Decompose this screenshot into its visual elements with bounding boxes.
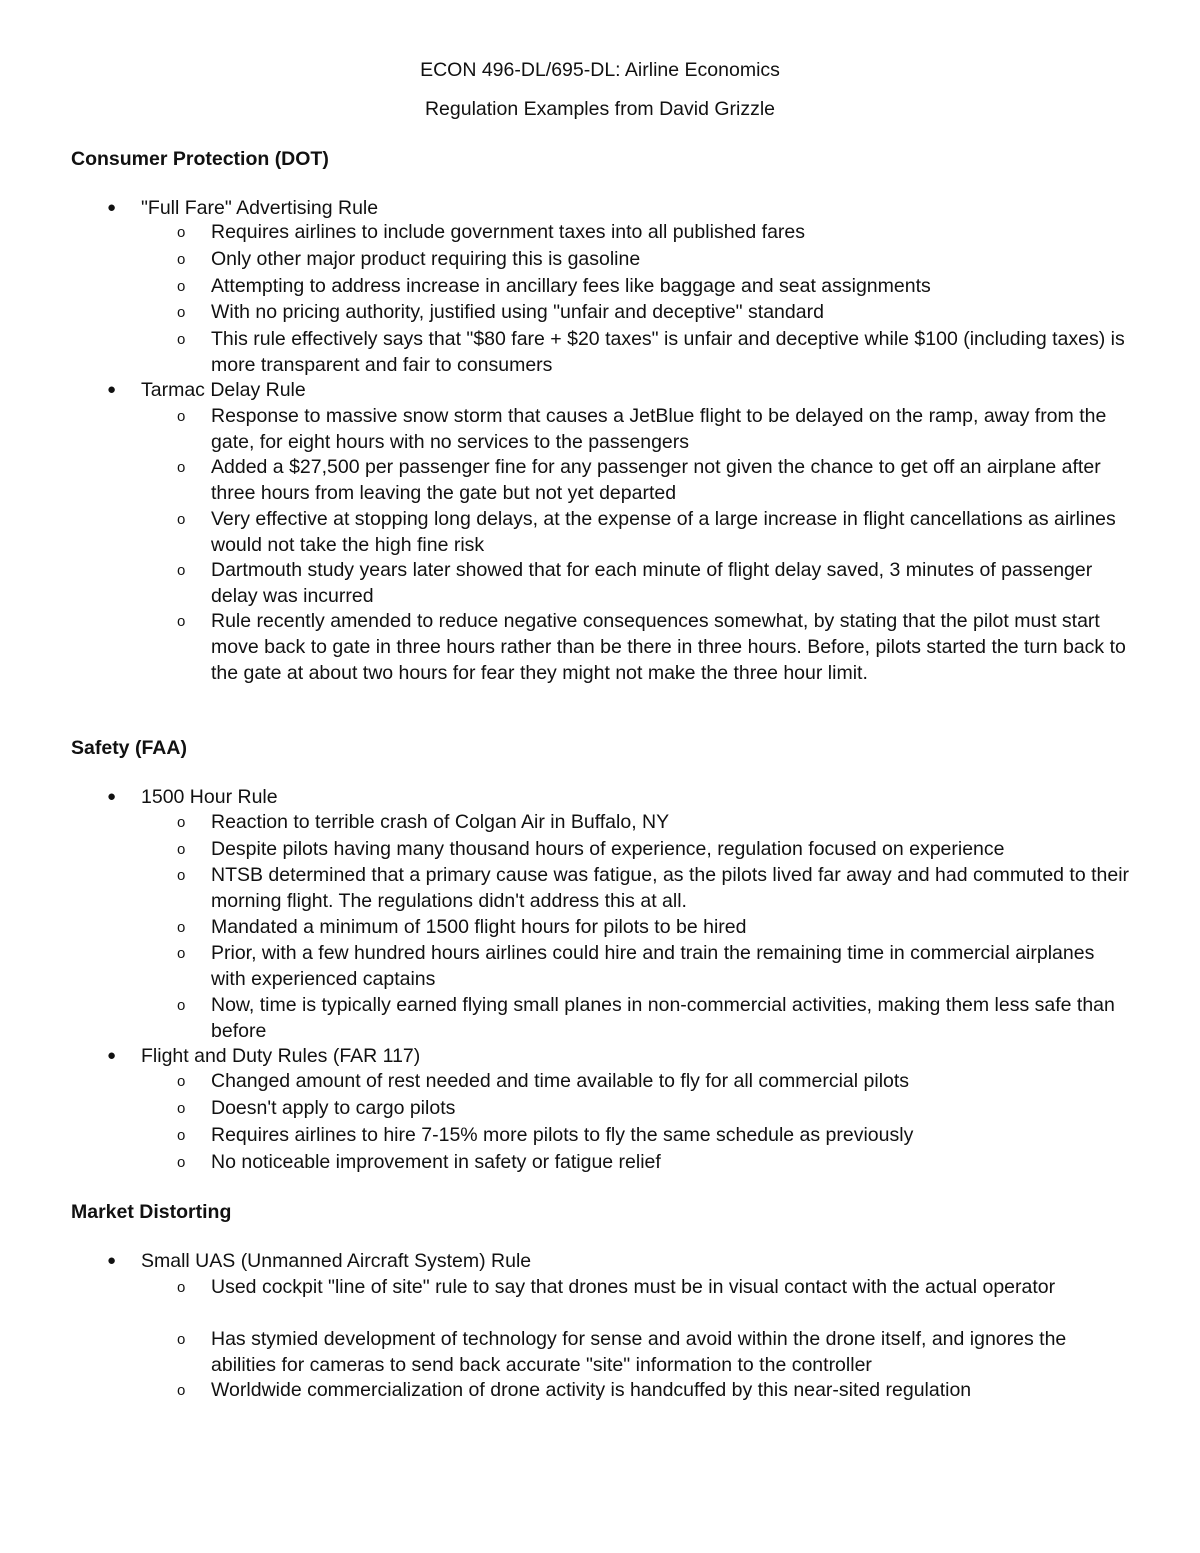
rule-1500-hour [107, 784, 1141, 810]
rule-small-uas [107, 1248, 1141, 1274]
rule-title: 1500 Hour Rule [141, 786, 278, 808]
rule-title: Tarmac Delay Rule [141, 379, 306, 401]
circle-bullet-icon: o [177, 613, 186, 630]
list-item: o No noticeable improvement in safety or fatigue relief [211, 1149, 1131, 1175]
circle-bullet-icon: o [177, 867, 186, 884]
list-item: o Has stymied development of technology for sense and avoid within the drone itself, and ignores the abilities for cameras to send back accurate "site" information to the controller [177, 1328, 1067, 1376]
list-item: o Changed amount of rest needed and time available to fly for all commercial pilots [211, 1068, 1131, 1094]
bullet-icon: ● [107, 1252, 117, 1269]
circle-bullet-icon: o [177, 278, 186, 295]
list-item: o Very effective at stopping long delays, at the expense of a large increase in flight cancellations as airlines would not take the high fine risk [177, 508, 1116, 556]
list-item: o Reaction to terrible crash of Colgan Air in Buffalo, NY [211, 809, 1131, 835]
bullet-icon: ● [107, 381, 117, 398]
rule-tarmac-delay [107, 377, 1141, 403]
circle-bullet-icon: o [177, 1331, 186, 1348]
list-item: o Despite pilots having many thousand hours of experience, regulation focused on experience [211, 836, 1131, 862]
circle-bullet-icon: o [177, 511, 186, 528]
circle-bullet-icon: o [177, 224, 186, 241]
circle-bullet-icon: o [177, 919, 186, 936]
list-item: o Used cockpit "line of site" rule to say that drones must be in visual contact with the actual operator [211, 1274, 1131, 1300]
circle-bullet-icon: o [177, 408, 186, 425]
list-item: o Mandated a minimum of 1500 flight hours for pilots to be hired [211, 914, 1131, 940]
circle-bullet-icon: o [177, 1154, 186, 1171]
list-item: o With no pricing authority, justified using "unfair and deceptive" standard [211, 299, 1131, 325]
circle-bullet-icon: o [177, 1127, 186, 1144]
circle-bullet-icon: o [177, 1100, 186, 1117]
circle-bullet-icon: o [177, 251, 186, 268]
circle-bullet-icon: o [177, 304, 186, 321]
circle-bullet-icon: o [177, 1382, 186, 1399]
bullet-icon: ● [107, 1047, 117, 1064]
list-item: o Requires airlines to include government taxes into all published fares [211, 219, 1131, 245]
list-item: o Dartmouth study years later showed that for each minute of flight delay saved, 3 minutes of passenger delay was incurred [177, 559, 1093, 607]
list-item: o Response to massive snow storm that causes a JetBlue flight to be delayed on the ramp, away from the gate, for eight hours with no services to the passengers [177, 405, 1107, 453]
circle-bullet-icon: o [177, 997, 186, 1014]
circle-bullet-icon: o [177, 331, 186, 348]
list-item: o NTSB determined that a primary cause was fatigue, as the pilots lived far away and had commuted to their morning flight. The regulations didn't address this at all. [177, 864, 1130, 912]
list-item: o Now, time is typically earned flying small planes in non-commercial activities, making them less safe than before [177, 994, 1115, 1042]
circle-bullet-icon: o [177, 459, 186, 476]
list-item: o Worldwide commercialization of drone activity is handcuffed by this near-sited regulation [211, 1377, 1131, 1403]
rule-full-fare-advertising [107, 195, 1141, 221]
circle-bullet-icon: o [177, 1279, 186, 1296]
section-heading-consumer-protection: Consumer Protection (DOT) [71, 148, 329, 170]
rule-flight-and-duty [107, 1043, 1141, 1069]
list-item: o Requires airlines to hire 7-15% more pilots to fly the same schedule as previously [211, 1122, 1131, 1148]
circle-bullet-icon: o [177, 945, 186, 962]
list-item: o Rule recently amended to reduce negative consequences somewhat, by stating that the pilot must start move back to gate in three hours rather than be there in three hours. Before, pilots started the turn back to the gate at about two hours for fear they might not make the three hour limit. [177, 610, 1126, 684]
circle-bullet-icon: o [177, 841, 186, 858]
rule-title: Flight and Duty Rules (FAR 117) [141, 1045, 421, 1067]
document-subtitle: Regulation Examples from David Grizzle [424, 98, 776, 120]
section-heading-market-distorting: Market Distorting [71, 1201, 232, 1223]
list-item: o Doesn't apply to cargo pilots [211, 1095, 1131, 1121]
list-item: o This rule effectively says that "$80 fare + $20 taxes" is unfair and deceptive while $100 (including taxes) is more transparent and fair to consumers [177, 328, 1125, 376]
list-item: o Added a $27,500 per passenger fine for any passenger not given the chance to get off an airplane after three hours from leaving the gate but not yet departed [177, 456, 1101, 504]
rule-title: "Full Fare" Advertising Rule [141, 197, 379, 219]
rule-title: Small UAS (Unmanned Aircraft System) Rule [141, 1250, 532, 1272]
section-heading-safety: Safety (FAA) [71, 737, 187, 759]
circle-bullet-icon: o [177, 814, 186, 831]
bullet-icon: ● [107, 199, 117, 216]
list-item: o Attempting to address increase in ancillary fees like baggage and seat assignments [211, 273, 1131, 299]
course-title: ECON 496-DL/695-DL: Airline Economics [420, 59, 780, 81]
circle-bullet-icon: o [177, 562, 186, 579]
circle-bullet-icon: o [177, 1073, 186, 1090]
list-item: o Prior, with a few hundred hours airlines could hire and train the remaining time in commercial airplanes with experienced captains [177, 942, 1095, 990]
list-item: o Only other major product requiring this is gasoline [211, 246, 1131, 272]
bullet-icon: ● [107, 788, 117, 805]
